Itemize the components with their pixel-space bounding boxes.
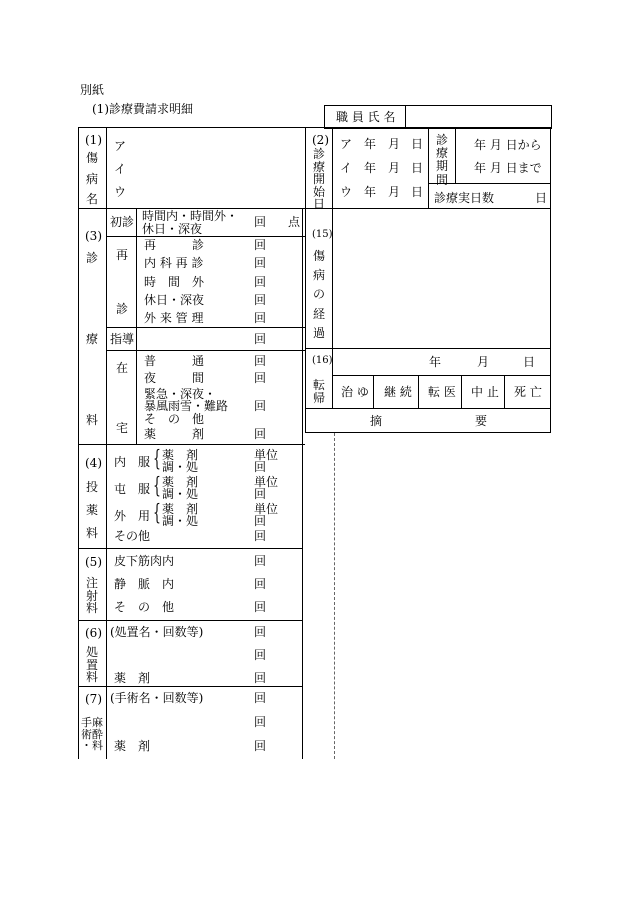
shido-unit[interactable]: 回: [254, 332, 267, 346]
disease-item-i[interactable]: イ: [114, 162, 127, 176]
saishin-item-1: 再 診: [144, 238, 205, 252]
zaitaku-item-5: そ の 他: [144, 412, 205, 426]
tenki-opt-chiyu[interactable]: 治 ゆ: [341, 385, 369, 399]
tenki-year[interactable]: 年: [429, 355, 442, 369]
shinsatsu-num: (3): [85, 229, 102, 243]
disease-num: (1): [85, 133, 102, 147]
shoshin-unit-ten[interactable]: 点: [288, 215, 301, 229]
shujutsu-item-3: 薬 剤: [114, 739, 151, 753]
shochi-item-3: 薬 剤: [114, 671, 151, 685]
zaitaku-label-1: 在: [116, 361, 129, 375]
gaiyo-unit-b[interactable]: 回: [254, 514, 267, 528]
disease-item-u[interactable]: ウ: [114, 185, 127, 199]
chusha-unit-3[interactable]: 回: [254, 600, 267, 614]
chusha-item-1: 皮下筋肉内: [114, 554, 175, 568]
toyaku-other: その他: [114, 529, 151, 543]
shujutsu-unit-2[interactable]: 回: [254, 715, 267, 729]
tonpuku-unit-b[interactable]: 回: [254, 487, 267, 501]
shido-label: 指導: [110, 332, 135, 346]
shujutsu-unit-3[interactable]: 回: [254, 739, 267, 753]
zaitaku-item-4: 暴風雨雪・難路: [144, 399, 229, 413]
zaitaku-item-1: 普 通: [144, 354, 205, 368]
gaiyo-unit-a[interactable]: 単位: [254, 502, 279, 516]
shochi-num: (6): [85, 626, 102, 640]
period-to[interactable]: 年 月 日まで: [474, 161, 542, 175]
shochi-unit-3[interactable]: 回: [254, 671, 267, 685]
saishin-unit-1[interactable]: 回: [254, 238, 267, 252]
tenki-day[interactable]: 日: [523, 355, 536, 369]
shujutsu-item-1: (手術名・回数等): [110, 691, 204, 705]
saishin-unit-4[interactable]: 回: [254, 293, 267, 307]
saishin-item-2: 内 科 再 診: [144, 256, 204, 270]
keika-label: 傷 病 の 経 過: [312, 249, 325, 340]
tenki-label: 転 帰: [312, 378, 325, 405]
header-label: 別紙: [80, 83, 105, 97]
shujutsu-unit-1[interactable]: 回: [254, 691, 267, 705]
chusha-label: 注 射 料: [85, 576, 98, 616]
staff-name-field[interactable]: [407, 107, 548, 126]
start-num: (2): [312, 133, 329, 147]
zaitaku-unit-2[interactable]: 回: [254, 371, 267, 385]
period-label: 診 療 期 間: [435, 133, 448, 187]
saishin-unit-5[interactable]: 回: [254, 311, 267, 325]
start-label: 診 療 開 始 日: [312, 147, 325, 212]
tenki-opt-keizoku[interactable]: 継 続: [384, 385, 412, 399]
tenki-month[interactable]: 月: [477, 355, 490, 369]
saishin-item-5: 外 来 管 理: [144, 311, 204, 325]
chusha-item-2: 静 脈 内: [114, 577, 175, 591]
saishin-unit-2[interactable]: 回: [254, 256, 267, 270]
shujutsu-label: 手麻 術酔 ・料: [81, 716, 103, 753]
zaitaku-unit-1[interactable]: 回: [254, 354, 267, 368]
shoshin-detail-2: 休日・深夜: [142, 222, 203, 236]
saishin-unit-3[interactable]: 回: [254, 275, 267, 289]
tenki-opt-chushi[interactable]: 中 止: [471, 385, 499, 399]
shinsatsu-char-3: 料: [86, 413, 99, 427]
tenki-num: (16): [312, 355, 333, 366]
chusha-unit-2[interactable]: 回: [254, 577, 267, 591]
chusha-item-3: そ の 他: [114, 600, 175, 614]
chusha-unit-1[interactable]: 回: [254, 554, 267, 568]
tenki-opt-teni[interactable]: 転 医: [428, 385, 456, 399]
toyaku-num: (4): [85, 456, 102, 470]
brace-icon: {: [153, 501, 161, 526]
chusha-num: (5): [85, 555, 102, 569]
period-from[interactable]: 年 月 日から: [474, 138, 542, 152]
disease-item-a[interactable]: ア: [114, 139, 127, 153]
saishin-item-4: 休日・深夜: [144, 293, 205, 307]
shoshin-unit-kai[interactable]: 回: [254, 215, 267, 229]
keika-field[interactable]: [334, 210, 548, 346]
shochi-unit-2[interactable]: 回: [254, 648, 267, 662]
section-title: (1)診療費請求明細: [92, 102, 193, 116]
zaitaku-unit-4[interactable]: 回: [254, 427, 267, 441]
zaitaku-item-2: 夜 間: [144, 371, 205, 385]
brace-icon: {: [153, 447, 161, 472]
naifuku-unit-b[interactable]: 回: [254, 460, 267, 474]
tenki-opt-shibo[interactable]: 死 亡: [514, 385, 542, 399]
shinsatsu-char-1: 診: [86, 251, 99, 265]
zaitaku-item-3: 緊急・深夜・: [144, 387, 217, 401]
toyaku-char-3: 料: [86, 526, 99, 540]
shoshin-label: 初診: [110, 215, 135, 229]
actual-days-unit[interactable]: 日: [535, 191, 548, 205]
shochi-label: 処 置 料: [85, 645, 98, 685]
tekiyo-label-2: 要: [475, 414, 488, 428]
actual-days-label: 診療実日数: [434, 191, 495, 205]
saishin-label-2: 診: [116, 302, 129, 316]
zaitaku-unit-3[interactable]: 回: [254, 399, 267, 413]
tekiyo-label-1: 摘: [370, 414, 383, 428]
saishin-item-3: 時 間 外: [144, 275, 205, 289]
naifuku-unit-a[interactable]: 単位: [254, 448, 279, 462]
tekiyo-field[interactable]: [306, 434, 550, 758]
brace-icon: {: [153, 474, 161, 499]
saishin-label-1: 再: [116, 248, 129, 262]
tonpuku-unit-a[interactable]: 単位: [254, 475, 279, 489]
toyaku-other-unit[interactable]: 回: [254, 529, 267, 543]
staff-name-label: 職 員 氏 名: [336, 110, 396, 124]
shinsatsu-char-2: 療: [86, 332, 99, 346]
toyaku-char-2: 薬: [86, 503, 99, 517]
keika-num: (15): [312, 229, 333, 240]
shujutsu-num: (7): [85, 692, 102, 706]
zaitaku-label-2: 宅: [116, 421, 129, 435]
zaitaku-item-6: 薬 剤: [144, 427, 205, 441]
shochi-unit-1[interactable]: 回: [254, 625, 267, 639]
toyaku-char-1: 投: [86, 480, 99, 494]
shochi-item-1: (処置名・回数等): [110, 625, 204, 639]
shoshin-detail-1: 時間内・時間外・: [142, 209, 239, 223]
disease-label: 傷 病 名: [85, 151, 98, 207]
